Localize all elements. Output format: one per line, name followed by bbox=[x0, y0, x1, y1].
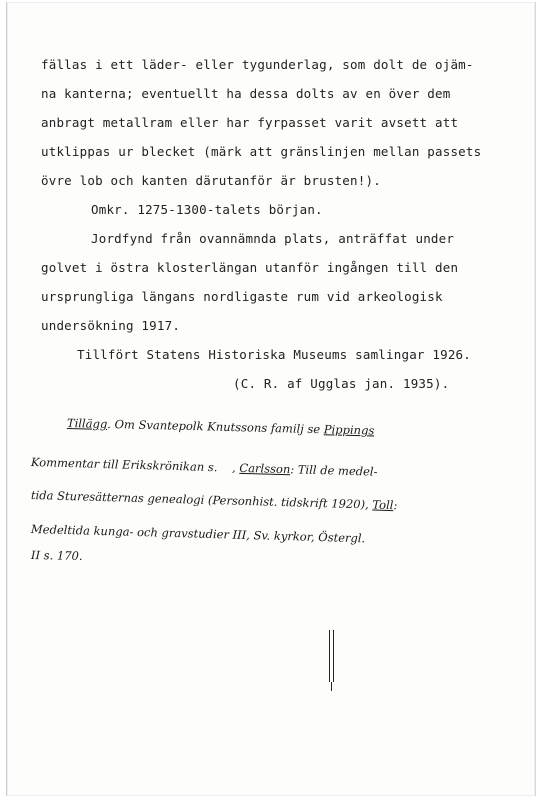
handwritten-text: tida Sturesätternas genealogi (Personhist. tidskrift 1920), bbox=[30, 488, 373, 512]
handwritten-heading: Tillägg bbox=[66, 416, 108, 431]
typed-line: na kanterna; eventuellt ha dessa dolts av en över dem bbox=[41, 86, 451, 101]
handwritten-line bbox=[67, 416, 375, 438]
handwritten-line: Medeltida kunga- och gravstudier III, Sv. kyrkor, Östergl. bbox=[30, 522, 366, 546]
handwritten-line bbox=[31, 455, 378, 479]
typed-line: (C. R. af Ugglas jan. 1935). bbox=[233, 376, 450, 391]
handwritten-text: . Om Svantepolk Knutssons familj se bbox=[107, 416, 325, 437]
typed-line: Tillfört Statens Historiska Museums samlingar 1926. bbox=[77, 347, 472, 362]
handwritten-text: : bbox=[393, 498, 398, 513]
typed-line: undersökning 1917. bbox=[41, 318, 181, 333]
typed-line: Omkr. 1275-1300-talets början. bbox=[91, 202, 323, 217]
handwritten-reference: Pippings bbox=[323, 422, 375, 438]
handwritten-reference: Toll bbox=[372, 497, 394, 513]
pencil-mark bbox=[329, 630, 334, 682]
document-page bbox=[6, 2, 536, 796]
handwritten-line: II s. 170. bbox=[30, 548, 83, 563]
handwritten-text: : Till de medel- bbox=[290, 462, 378, 479]
typed-line: golvet i östra klosterlängan utanför ingången till den bbox=[41, 260, 459, 275]
handwritten-line bbox=[31, 488, 398, 512]
typed-line: ursprungliga längans nordligaste rum vid arkeologisk bbox=[41, 289, 443, 304]
typed-line: fällas i ett läder- eller tygunderlag, som dolt de ojäm- bbox=[41, 57, 474, 72]
typed-line: utklippas ur blecket (märk att gränslinjen mellan passets bbox=[41, 144, 482, 159]
typed-line: anbragt metallram eller har fyrpasset varit avsett att bbox=[41, 115, 459, 130]
pencil-mark-tail bbox=[331, 682, 332, 691]
typed-line: Jordfynd från ovannämnda plats, anträffat under bbox=[91, 231, 455, 246]
typed-line: övre lob och kanten därutanför är brusten!). bbox=[41, 173, 381, 188]
handwritten-reference: Carlsson bbox=[239, 460, 291, 477]
handwritten-text: Kommentar till Erikskrönikan s. , bbox=[30, 455, 240, 475]
